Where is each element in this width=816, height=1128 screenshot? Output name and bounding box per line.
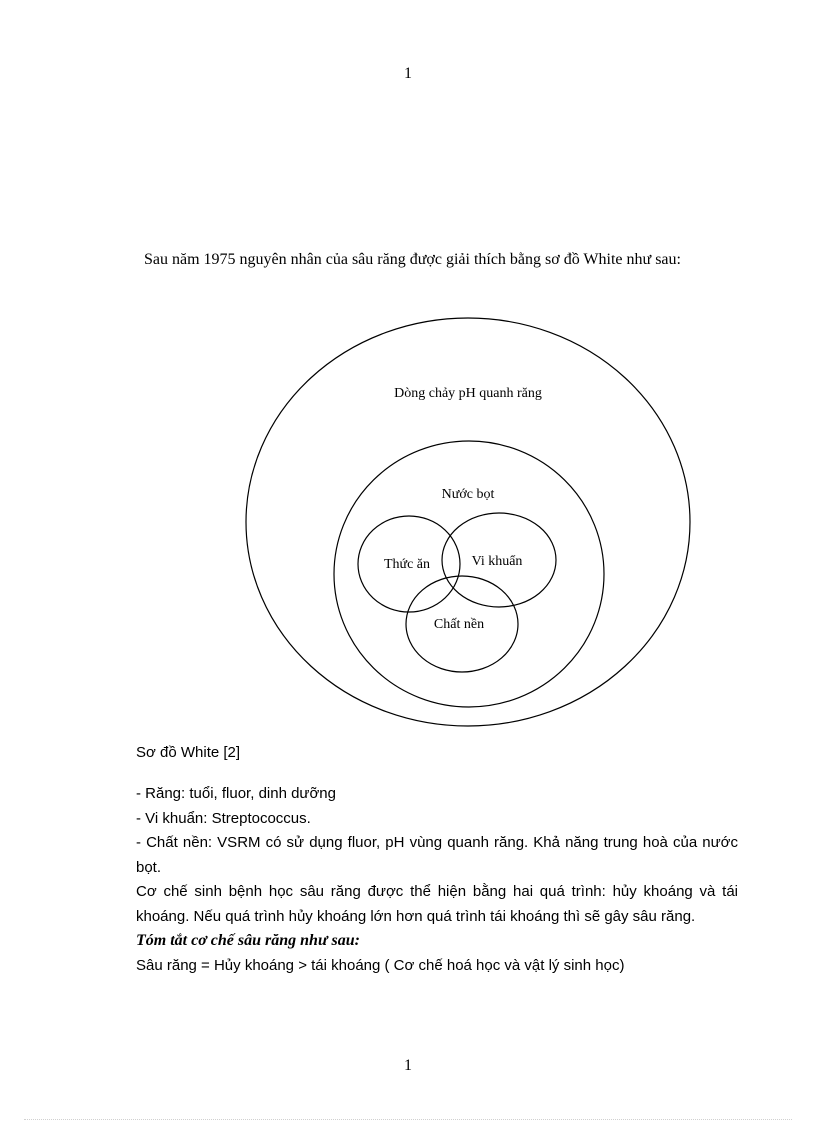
diagram-caption: Sơ đồ White [2] [136,744,241,761]
outer-circle-ph-flow [246,318,690,726]
page-divider [24,1119,792,1120]
content-list [136,782,738,978]
food-label: Thức ăn [383,557,431,572]
middle-label: Nước bọt [441,487,495,502]
summary-formula: Sâu răng = Hủy khoáng > tái khoáng ( Cơ chế hoá học và vật lý sinh học) [136,956,625,974]
circle-substrate [406,576,518,672]
list-item: - Chất nền: VSRM có sử dụng fluor, pH vùng quanh răng. Khả năng trung hoà của nước bọt. [136,834,738,876]
page-number-top: 1 [404,65,412,82]
outer-label: Dòng chảy pH quanh răng [394,386,542,401]
circle-bacteria [442,513,556,607]
list-item: - Răng: tuổi, fluor, dinh dưỡng [136,785,336,802]
page-number-bottom: 1 [404,1057,412,1074]
list-item: - Vi khuẩn: Streptococcus. [136,809,311,827]
intro-paragraph: Sau năm 1975 nguyên nhân của sâu răng được giải thích bằng sơ đồ White như sau: [144,251,681,268]
list-item: Cơ chế sinh bệnh học sâu răng được thể hiện bằng hai quá trình: hủy khoáng và tái khoáng. Nếu quá trình hủy khoáng lớn hơn quá trình tái khoáng thì sẽ gây sâu răng. [136,883,738,925]
middle-circle-saliva [334,441,604,707]
summary-title: Tóm tắt cơ chế sâu răng như sau: [136,932,360,949]
substrate-label: Chất nền [433,617,485,632]
bacteria-label: Vi khuẩn [471,554,523,569]
circle-food [358,516,460,612]
